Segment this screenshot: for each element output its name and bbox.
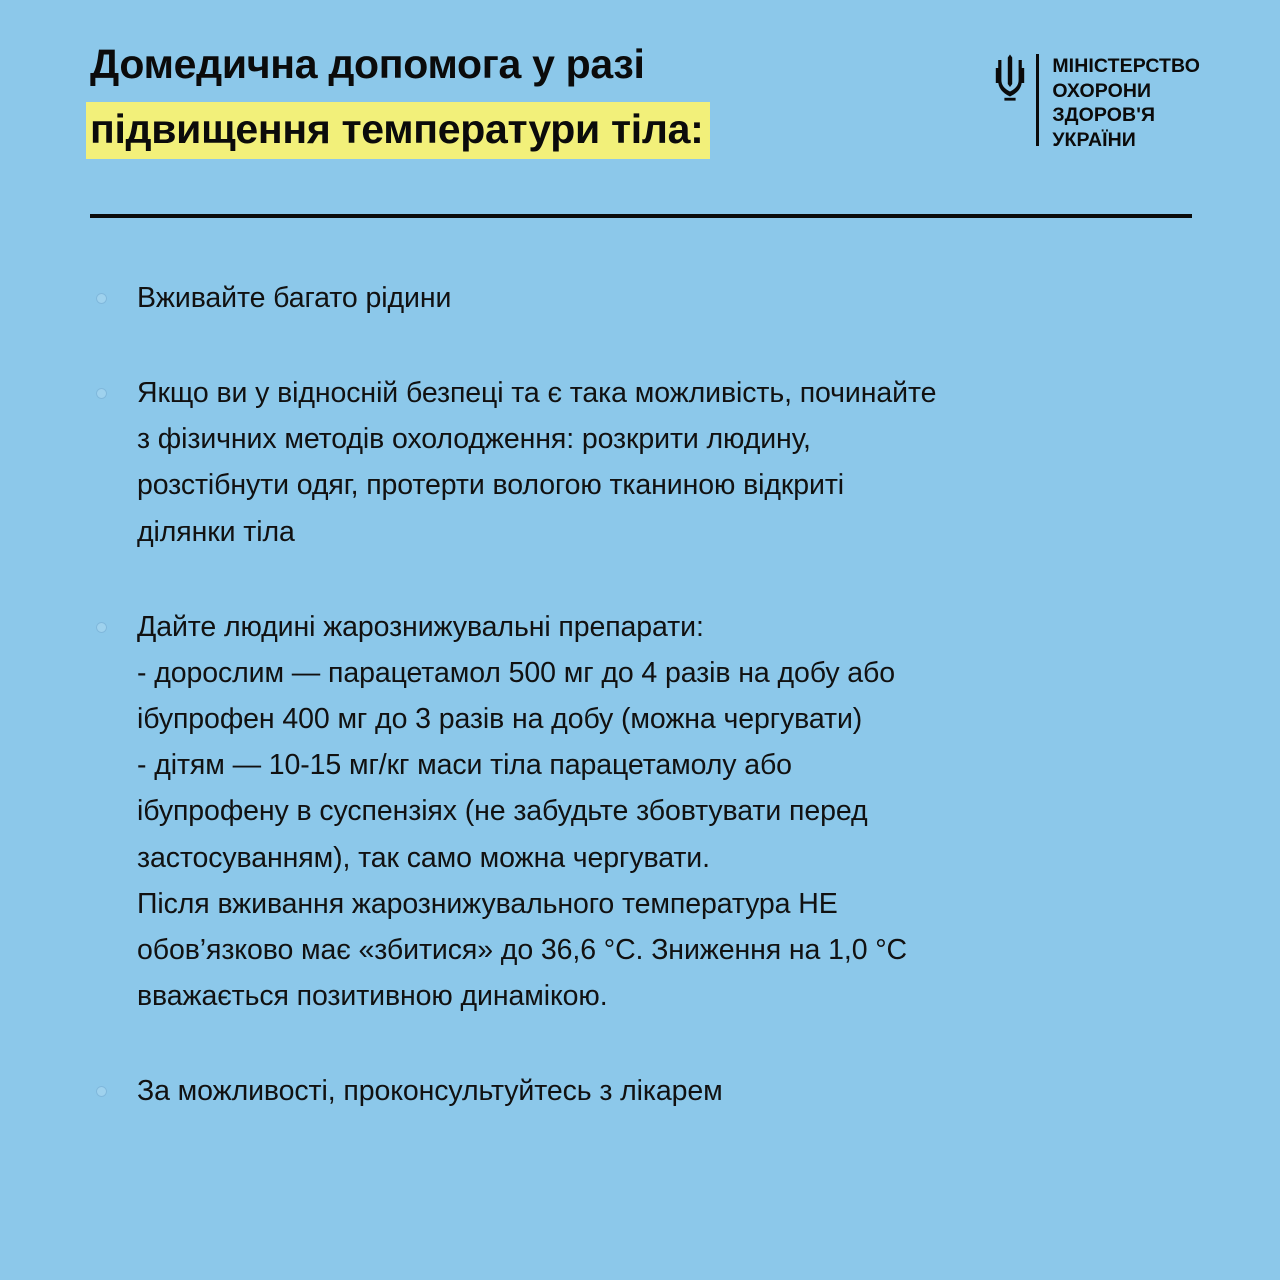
tip-2-line-3: розстібнути одяг, протерти вологою тканиною відкриті xyxy=(137,469,845,502)
tips-section xyxy=(90,275,1195,1114)
tip-3-line-2: - дорослим — парацетамол 500 мг до 4 разів на добу або xyxy=(137,656,896,689)
tip-3-line-1: Дайте людині жарознижувальні препарати: xyxy=(137,610,704,643)
list-item xyxy=(90,275,1195,321)
ministry-logo-text xyxy=(1052,54,1200,151)
title-line-2-highlighted: підвищення температури тіла: xyxy=(86,102,710,158)
logo-divider xyxy=(1036,54,1039,146)
logo-text-line-3: ЗДОРОВ'Я xyxy=(1052,104,1156,127)
tip-1-line-1: Вживайте багато рідини xyxy=(137,282,452,314)
ministry-logo xyxy=(995,54,1200,151)
list-item xyxy=(90,604,1195,1019)
title-line-1: Домедична допомога у разі xyxy=(90,41,645,87)
tip-3-line-7: Після вживання жарознижувального температура НЕ xyxy=(137,887,838,920)
tip-3-line-9: вважається позитивною динамікою. xyxy=(137,980,608,1013)
tip-2-line-1: Якщо ви у відносній безпеці та є така можливість, починайте xyxy=(137,377,937,410)
tip-2-line-4: ділянки тіла xyxy=(137,515,295,548)
poster-header xyxy=(90,38,1200,159)
tips-list xyxy=(90,275,1195,1114)
logo-text-line-4: УКРАЇНИ xyxy=(1052,128,1136,151)
ukraine-trident-emblem xyxy=(995,54,1025,106)
tip-3-line-5: ібупрофену в суспензіях (не забудьте збовтувати перед xyxy=(137,795,868,828)
header-divider xyxy=(90,214,1192,218)
tip-3-line-6: застосуванням), так само можна чергувати. xyxy=(137,841,710,874)
tip-2-line-2: з фізичних методів охолодження: розкрити людину, xyxy=(137,423,811,456)
page-title xyxy=(90,38,710,159)
tip-3-line-3: ібупрофен 400 мг до 3 разів на добу (можна чергувати) xyxy=(137,703,863,736)
list-item xyxy=(90,370,1195,555)
tip-4-line-1: За можливості, проконсультуйтесь з лікарем xyxy=(137,1075,723,1108)
tip-3-line-4: - дітям — 10-15 мг/кг маси тіла парацетамолу або xyxy=(137,749,792,782)
logo-text-line-1: МІНІСТЕРСТВО xyxy=(1052,55,1200,77)
tip-3-line-8: обов’язково має «збитися» до 36,6 °С. Зниження на 1,0 °С xyxy=(137,933,908,966)
logo-text-line-2: ОХОРОНИ xyxy=(1052,79,1152,102)
list-item xyxy=(90,1068,1195,1114)
